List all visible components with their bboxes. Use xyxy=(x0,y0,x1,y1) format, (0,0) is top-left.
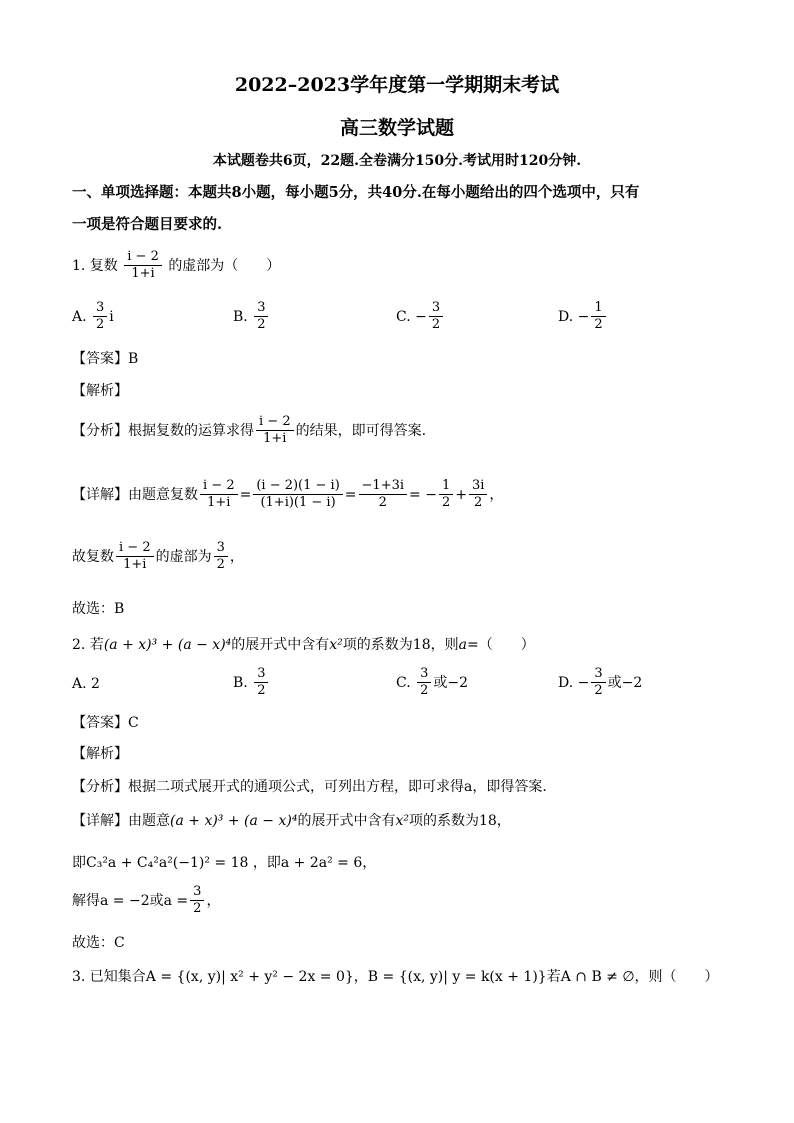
q2-xiangjie: 【详解】由题意(a + x)³ + (a − x)⁴的展开式中含有x²项的系数为18， xyxy=(72,813,511,829)
q3-stem: 3. 已知集合A = {(x, y)| x² + y² − 2x = 0}，B = {(x, y)| y = k(x + 1)}若A ∩ B ≠ ∅，则（ ） xyxy=(72,969,719,985)
q1-answer: 【答案】B xyxy=(72,351,139,367)
q1-option-d: D. − $\frac{1}{2}$ xyxy=(558,300,608,334)
q2-choose: 故选：C xyxy=(72,935,125,951)
q2-solution: 解得a = −2或a = $\frac{3}{2}$ ， xyxy=(72,884,221,917)
section-heading-line1: 一、单项选择题：本题共8小题，每小题5分，共40分.在每小题给出的四个选项中，只有 xyxy=(72,184,640,201)
q2-answer: 【答案】C xyxy=(72,715,139,731)
q2-stem: 2. 若(a + x)³ + (a − x)⁴的展开式中含有x²项的系数为18，则a=（ ） xyxy=(72,637,535,653)
q1-suffix: 的虚部为（ ） xyxy=(168,257,281,274)
q2-option-d: D. − $\frac{3}{2}$ 或−2 xyxy=(558,666,643,699)
q2-option-a: A. 2 xyxy=(72,676,100,692)
q2-option-b: B. $\frac{3}{2}$ xyxy=(233,666,270,700)
q2-analysis-tag: 【解析】 xyxy=(72,746,128,762)
q1-prefix: 1. 复数 xyxy=(72,257,118,274)
q2-equation: 即C₃²a + C₄²a²(−1)² = 18 ，即a + 2a² = 6， xyxy=(72,855,377,871)
q1-option-c: C. − $\frac{3}{2}$ xyxy=(396,300,445,334)
q1-analysis-tag: 【解析】 xyxy=(72,383,128,399)
q1-conclusion: 故复数 $\frac{i - 2}{1+i}$ 的虚部为 $\frac{3}{2}$ ， xyxy=(72,540,244,573)
q1-choose: 故选：B xyxy=(72,601,125,617)
q1-option-b: B. $\frac{3}{2}$ xyxy=(233,300,270,334)
exam-title: 2022–2023学年度第一学期期末考试 xyxy=(234,74,560,96)
q2-fenxi: 【分析】根据二项式展开式的通项公式，可列出方程，即可求得a，即得答案. xyxy=(72,779,547,795)
exam-subtitle: 高三数学试题 xyxy=(339,117,454,139)
exam-info: 本试题卷共6页，22题.全卷满分150分.考试用时120分钟. xyxy=(212,153,582,169)
q1-xiangjie: 【详解】由题意复数 $\frac{i - 2}{1+i}$ = $\frac{(i - 2)(1 - i)}{(1+i)(1 - i)}$ = $\frac{-1+3i}{2}$ = − $\frac{1}{2}$ + $\frac{3i}{2}$ ， xyxy=(72,478,504,511)
q1-fraction: $\frac{i - 2}{1+i}$ xyxy=(124,249,162,283)
q2-option-c: C. $\frac{3}{2}$ 或−2 xyxy=(396,666,469,699)
section-heading-line2: 一项是符合题目要求的. xyxy=(72,216,223,233)
q1-stem xyxy=(72,249,280,283)
q1-fenxi: 【分析】根据复数的运算求得 $\frac{i - 2}{1+i}$ 的结果，即可得答案. xyxy=(72,414,427,447)
q1-option-a: A. $\frac{3}{2}$ i xyxy=(72,300,114,333)
